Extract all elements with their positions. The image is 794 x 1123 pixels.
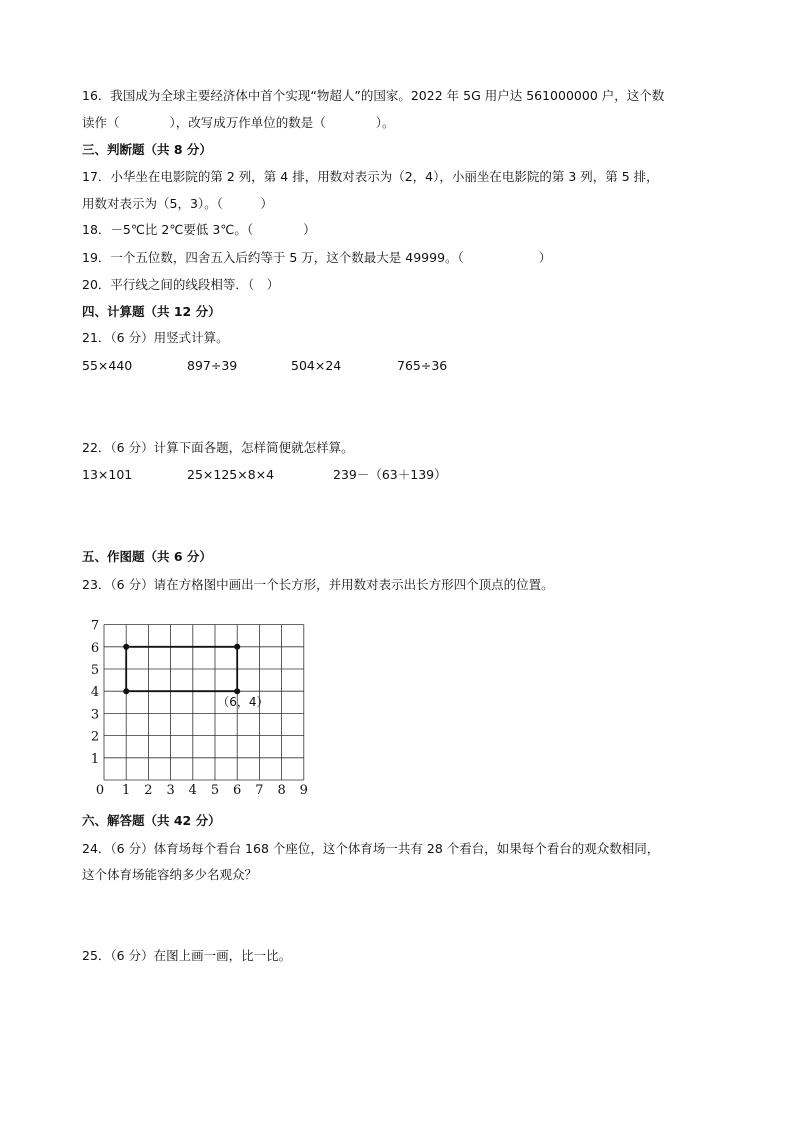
- q24-line2: 这个体育场能容纳多少名观众？: [82, 867, 258, 882]
- section6-title: 六、解答题（共 42 分）: [82, 813, 221, 828]
- q22-item-3: 239－（63＋139）: [333, 467, 447, 482]
- x-tick-label: 2: [144, 783, 153, 796]
- rectangle-vertex-dot: [234, 644, 240, 650]
- section3-title: 三、判断题（共 8 分）: [82, 142, 212, 157]
- x-tick-label: 0: [95, 783, 105, 796]
- q17-line2: 用数对表示为（5，3）。（ ）: [82, 196, 273, 211]
- y-tick-label: 4: [90, 685, 100, 701]
- y-tick-label: 7: [90, 618, 100, 634]
- q21-item-4: 765÷36: [397, 358, 448, 373]
- x-tick-label: 4: [188, 783, 197, 796]
- q22-item-2: 25×125×8×4: [187, 467, 275, 482]
- rectangle-vertex-dot: [123, 644, 129, 650]
- y-tick-label: 5: [90, 663, 100, 678]
- x-tick-label: 8: [277, 783, 286, 796]
- x-tick-label: 5: [210, 783, 220, 796]
- rectangle-vertex-dot: [123, 688, 129, 694]
- x-tick-label: 9: [299, 783, 308, 796]
- q24-line1: 24．（6 分）体育场每个看台 168 个座位，这个体育场一共有 28 个看台，如果每个看台的观众数相同，: [82, 841, 660, 856]
- q22-line: 22．（6 分）计算下面各题，怎样简便就怎样算。: [82, 440, 354, 455]
- q19-line: 19．一个五位数，四舍五入后约等于 5 万，这个数最大是 49999。（ ）: [82, 250, 552, 265]
- x-tick-label: 6: [233, 783, 242, 796]
- y-tick-label: 1: [90, 751, 100, 767]
- q21-item-3: 504×24: [291, 358, 342, 373]
- q20-line: 20．平行线之间的线段相等．（ ）: [82, 277, 280, 292]
- q21-line: 21．（6 分）用竖式计算。: [82, 330, 229, 345]
- x-tick-label: 1: [122, 783, 131, 796]
- x-tick-label: 7: [255, 783, 264, 796]
- q23-line: 23．（6 分）请在方格图中画出一个长方形，并用数对表示出长方形四个顶点的位置。: [82, 577, 554, 592]
- rectangle-vertex-dot: [234, 688, 240, 694]
- q16-line1: 16．我国成为全球主要经济体中首个实现“物超人”的国家。2022 年 5G 用户达 561000000 户，这个数: [82, 88, 665, 103]
- section5-title: 五、作图题（共 6 分）: [82, 549, 212, 564]
- q22-item-1: 13×101: [82, 467, 133, 482]
- q16-line2: 读作（ ），改写成万作单位的数是（ ）。: [82, 115, 395, 130]
- x-tick-label: 3: [166, 783, 175, 796]
- y-tick-label: 2: [90, 729, 100, 745]
- q17-line1: 17．小华坐在电影院的第 2 列，第 4 排，用数对表示为（2，4），小丽坐在电影院的第 3 列，第 5 排，: [82, 169, 659, 184]
- section4-title: 四、计算题（共 12 分）: [82, 304, 221, 319]
- q25-line: 25．（6 分）在图上画一画，比一比。: [82, 948, 292, 963]
- q18-line: 18．－5℃比 2℃要低 3℃。（ ）: [82, 222, 316, 237]
- coordinate-grid: [80, 606, 320, 796]
- q21-item-2: 897÷39: [187, 358, 238, 373]
- y-tick-label: 3: [90, 707, 100, 723]
- q21-item-1: 55×440: [82, 358, 133, 373]
- vertex-coordinate-label: （6，4）: [217, 695, 269, 710]
- y-tick-label: 6: [90, 640, 100, 656]
